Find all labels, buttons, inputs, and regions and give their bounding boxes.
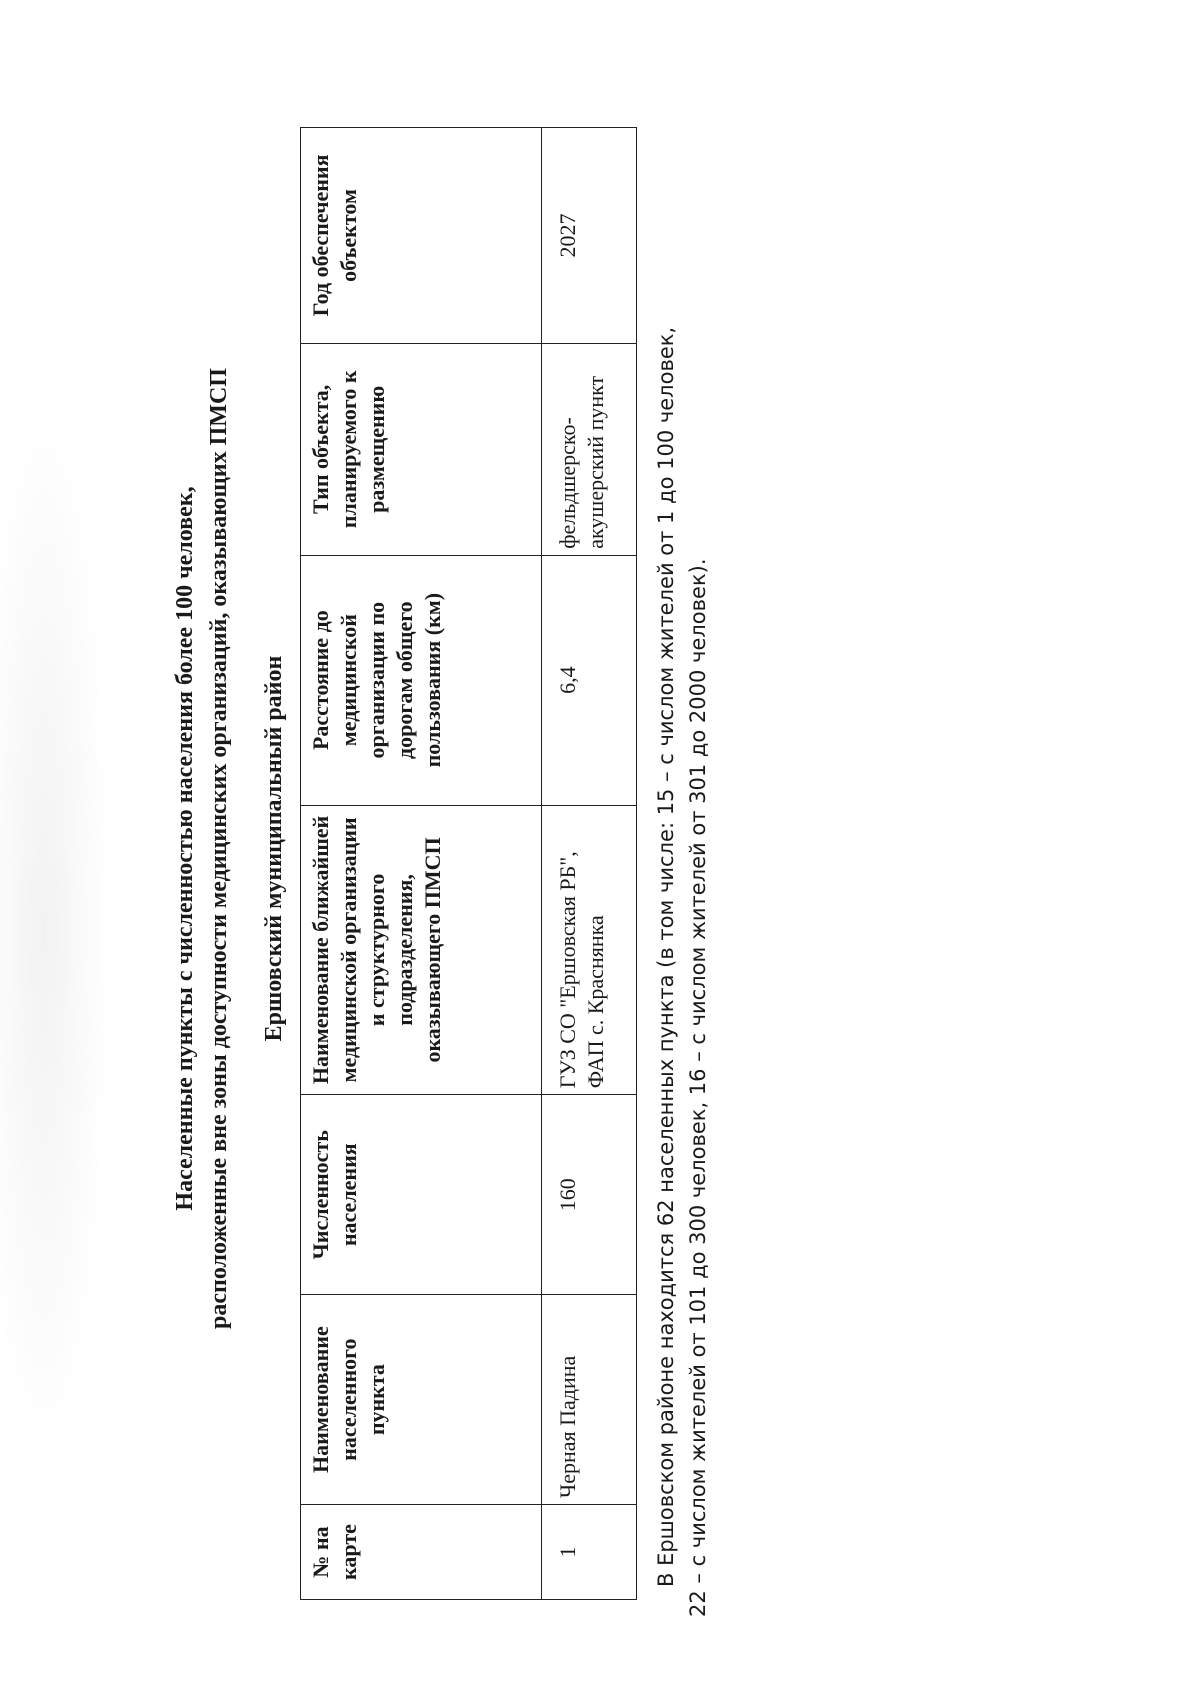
footnote-line1: В Ершовском районе находится 62 населенных пункта (в том числе: 15 – с числом жителей от 1 до 100 человек, xyxy=(654,326,678,1587)
header-distance: Расстояние до медицинской организации по дорогам общего пользования (км) xyxy=(301,555,542,805)
settlements-table xyxy=(300,127,637,1600)
cell-distance: 6,4 xyxy=(542,555,637,805)
document-title-line1: Населенные пункты с численностью населения более 100 человек, xyxy=(172,486,198,1211)
header-number: № на карте xyxy=(301,1505,542,1600)
table-row xyxy=(542,128,637,1600)
cell-organization: ГУЗ СО "Ершовская РБ", ФАП с. Краснянка xyxy=(542,805,637,1095)
cell-object-type: фельдшерско-акушерский пункт xyxy=(542,343,637,555)
header-year: Год обеспечения объектом xyxy=(301,128,542,344)
cell-year: 2027 xyxy=(542,128,637,344)
header-object-type: Тип объекта, планируемого к размещению xyxy=(301,343,542,555)
cell-settlement: Черная Падина xyxy=(542,1295,637,1505)
document-title-line2: расположенные вне зоны доступности медицинских организаций, оказывающих ПМСП xyxy=(206,368,232,1329)
district-heading: Ершовский муниципальный район xyxy=(261,655,287,1042)
header-settlement: Наименование населенного пункта xyxy=(301,1295,542,1505)
cell-number: 1 xyxy=(542,1505,637,1600)
header-population: Численность населения xyxy=(301,1095,542,1295)
cell-population: 160 xyxy=(542,1095,637,1295)
footnote-line2: 22 – с числом жителей от 101 до 300 человек, 16 – с числом жителей от 301 до 2000 человек). xyxy=(686,558,710,1617)
table-header-row xyxy=(301,128,542,1600)
header-organization: Наименование ближайшей медицинской организации и структурного подразделения, оказывающего ПМСП xyxy=(301,805,542,1095)
